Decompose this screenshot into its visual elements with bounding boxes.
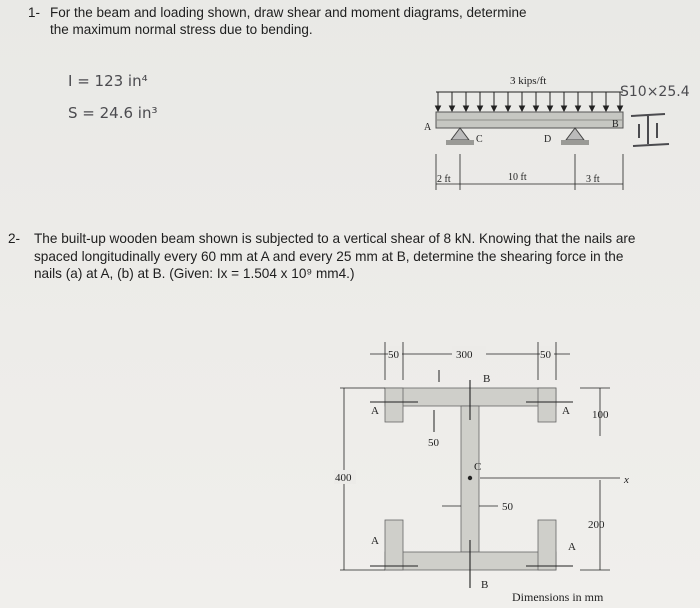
- label-a-right-bottom: A: [568, 541, 576, 553]
- question-1-number: 1-: [28, 5, 41, 20]
- dim-200: 200: [588, 519, 605, 531]
- label-a-right-top: A: [562, 405, 570, 417]
- load-arrow-head: [548, 106, 553, 111]
- dim-2ft: 2 ft: [437, 174, 451, 185]
- question-1-line-2: the maximum normal stress due to bending.: [50, 22, 313, 37]
- question-1-line-1: For the beam and loading shown, draw shear and moment diagrams, determine: [50, 5, 527, 20]
- point-a-label: A: [424, 122, 432, 133]
- dim-50-left: 50: [388, 349, 399, 361]
- dim-50-web: 50: [502, 501, 513, 513]
- load-arrow-head: [492, 106, 497, 111]
- question-1: [30, 4, 670, 38]
- dimensions-caption: Dimensions in mm: [512, 590, 604, 604]
- label-c: C: [474, 461, 482, 473]
- beam-figure: [418, 72, 648, 197]
- load-arrow-head: [464, 106, 469, 111]
- label-x-axis: x: [624, 474, 629, 486]
- point-d-label: D: [544, 134, 552, 145]
- load-arrow-head: [450, 106, 455, 111]
- question-2: [8, 230, 648, 283]
- load-arrow-head: [436, 106, 441, 111]
- load-arrow-head: [604, 106, 609, 111]
- load-arrow-head: [590, 106, 595, 111]
- question-2-number: 2-: [8, 231, 21, 246]
- label-a-left-bottom: A: [371, 535, 379, 547]
- label-b-bottom: B: [481, 579, 489, 590]
- load-arrow-head: [618, 106, 623, 111]
- point-b-label: B: [612, 119, 619, 130]
- dim-400: 400: [335, 472, 352, 484]
- label-a-left-top: A: [371, 405, 379, 417]
- load-arrow-head: [506, 106, 511, 111]
- dim-100: 100: [592, 409, 609, 421]
- dim-50-web-top: 50: [428, 437, 439, 449]
- dim-50-right: 50: [540, 349, 551, 361]
- load-label: 3 kips/ft: [510, 75, 547, 87]
- question-1-text: [50, 4, 670, 38]
- load-arrow-head: [520, 106, 525, 111]
- handwritten-section-modulus: S = 24.6 in³: [68, 104, 158, 122]
- point-c-label: C: [476, 134, 483, 145]
- builtup-beam-figure: [330, 340, 650, 590]
- support-d: [561, 128, 589, 145]
- distributed-load-arrows: [436, 92, 624, 111]
- load-arrow-head: [534, 106, 539, 111]
- dim-3ft: 3 ft: [586, 174, 600, 185]
- load-arrow-head: [562, 106, 567, 111]
- load-arrow-head: [478, 106, 483, 111]
- handwritten-section: S10×25.4: [620, 84, 690, 100]
- question-2-text: The built-up wooden beam shown is subjected to a vertical shear of 8 kN. Knowing that the nails are spaced longitudinally every 60 mm at A and every 25 mm at B, determine the shearing force in the nails (a) at A, (b) at B. (Given: Ix = 1.504 x 10⁹ mm4.): [34, 231, 636, 281]
- handwritten-inertia: I = 123 in⁴: [68, 72, 148, 90]
- label-b-top: B: [483, 373, 491, 385]
- dim-10ft: 10 ft: [508, 172, 527, 183]
- load-arrow-head: [576, 106, 581, 111]
- support-c: [446, 128, 474, 145]
- dim-300: 300: [456, 349, 473, 361]
